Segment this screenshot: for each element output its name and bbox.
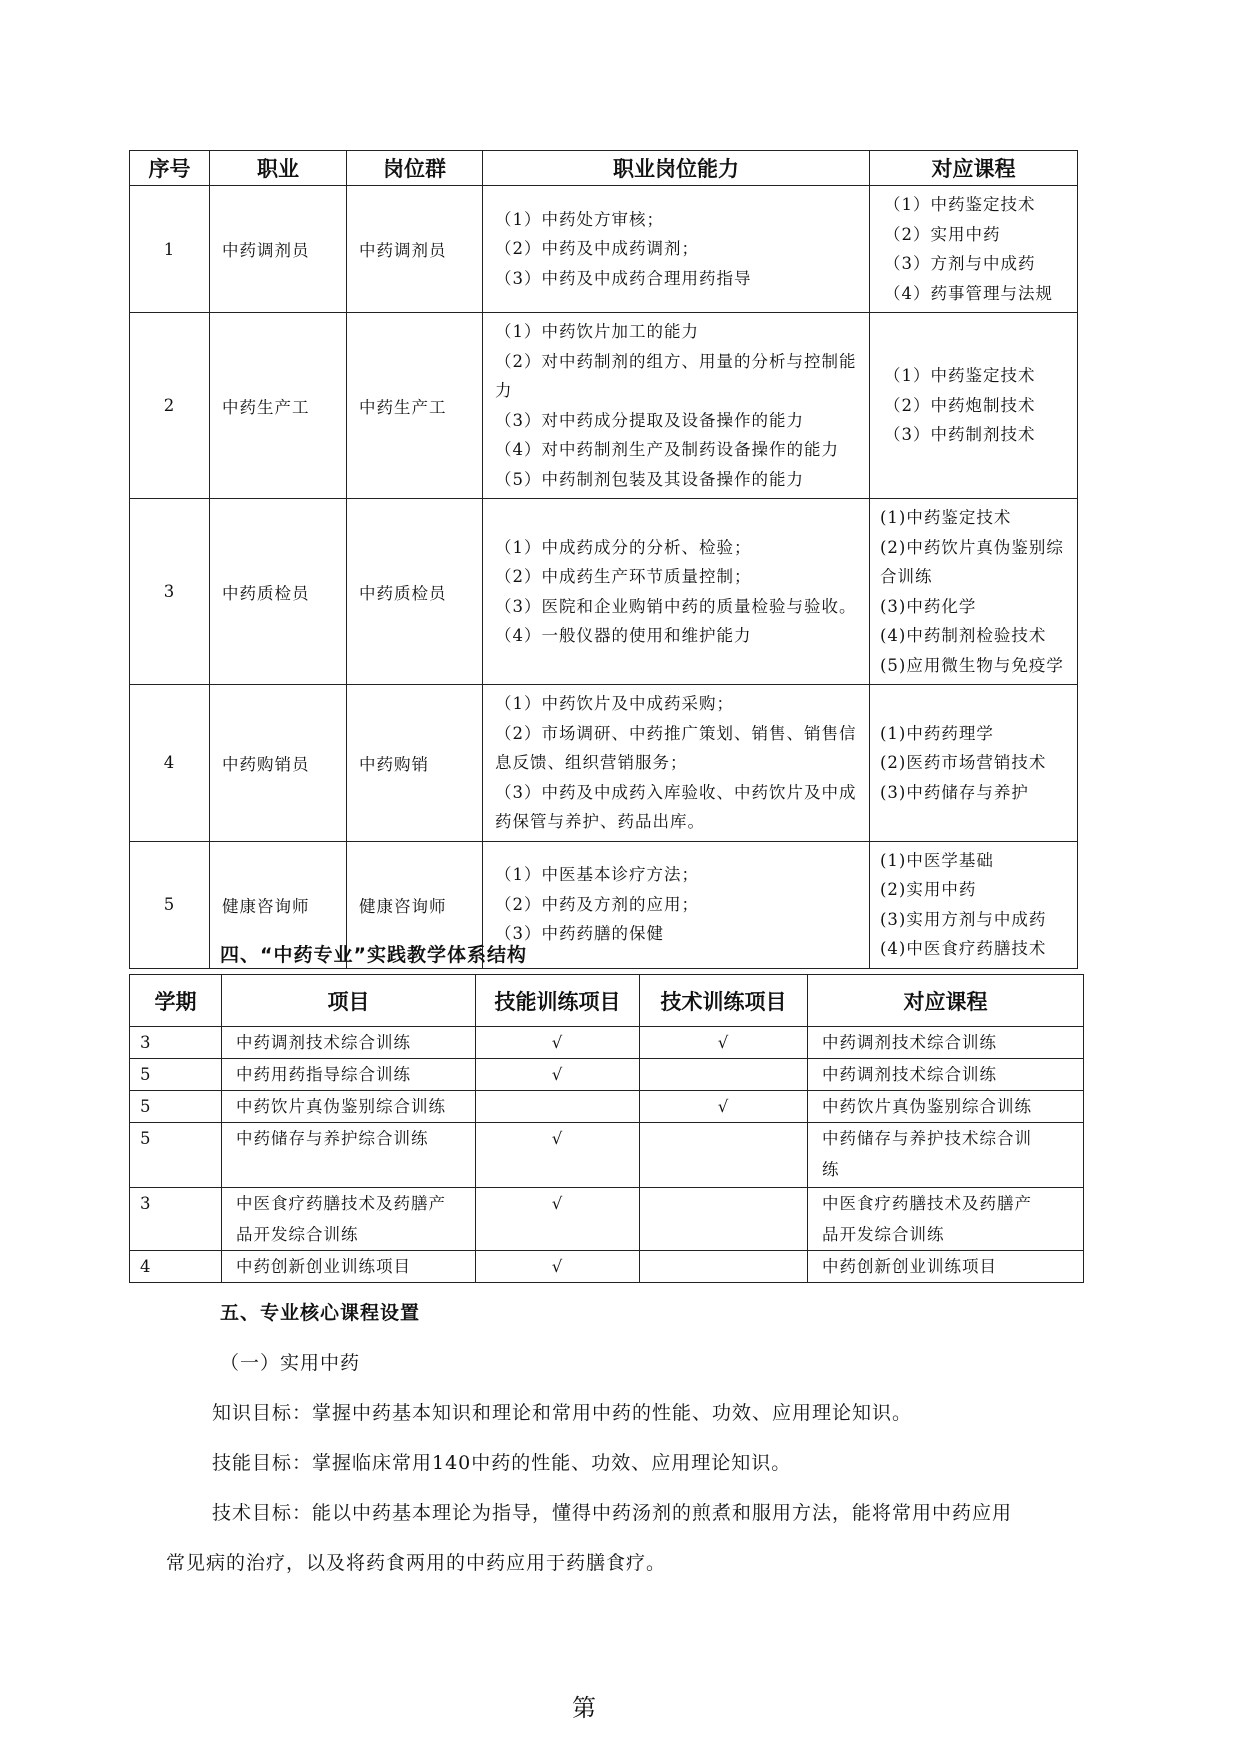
row-project: 中药创新创业训练项目 <box>222 1251 476 1283</box>
row-no: 5 <box>130 841 210 968</box>
table-row <box>130 1251 1084 1283</box>
row-group: 中药购销 <box>347 685 483 842</box>
course-line: 合训练 <box>880 567 933 586</box>
ability-line: （2）中药及中成药调剂； <box>495 239 699 259</box>
row-abilities <box>483 499 870 685</box>
row-no: 4 <box>130 685 210 842</box>
row-group: 中药生产工 <box>347 313 483 499</box>
row-no: 1 <box>130 186 210 313</box>
row-course: 中药创新创业训练项目 <box>808 1251 1084 1283</box>
skill-goal: 技能目标：掌握临床常用140中药的性能、功效、应用理论知识。 <box>212 1452 792 1474</box>
row-occupation: 中药生产工 <box>210 313 347 499</box>
table-row <box>130 313 1078 499</box>
course-line: （1）中药鉴定技术 <box>884 195 1036 214</box>
row-courses <box>870 685 1078 842</box>
row-project: 中药用药指导综合训练 <box>222 1059 476 1091</box>
table-row <box>130 186 1078 313</box>
ability-line: （5）中药制剂包装及其设备操作的能力 <box>495 469 804 489</box>
course-line: (2)实用中药 <box>880 880 977 899</box>
course-line: (3)中药化学 <box>880 596 977 616</box>
course-line: (4)中药制剂检验技术 <box>880 626 1047 645</box>
check-icon: √ <box>476 1188 640 1251</box>
ability-line: （2）中成药生产环节质量控制； <box>495 567 752 586</box>
table-row <box>130 1059 1084 1091</box>
ability-line: （3）中药药膳的保健 <box>495 924 664 944</box>
ability-line: （1）中药处方审核； <box>495 209 664 229</box>
check-icon <box>476 1091 640 1123</box>
row-courses <box>870 499 1078 685</box>
ability-line: （1）中医基本诊疗方法； <box>495 865 699 885</box>
course-line: (3)中药储存与养护 <box>880 782 1029 802</box>
row-no: 2 <box>130 313 210 499</box>
check-icon: √ <box>640 1091 808 1123</box>
header-project: 项目 <box>222 975 476 1027</box>
row-course: 中医食疗药膳技术及药膳产 品开发综合训练 <box>808 1188 1084 1251</box>
row-term: 4 <box>130 1251 222 1283</box>
course-line: （2）中药炮制技术 <box>884 395 1036 415</box>
course-line: （2）实用中药 <box>884 224 1001 244</box>
row-term: 5 <box>130 1059 222 1091</box>
check-icon <box>640 1059 808 1091</box>
row-group: 中药质检员 <box>347 499 483 685</box>
course-line: (5)应用微生物与免疫学 <box>880 655 1064 675</box>
row-occupation: 健康咨询师 <box>210 841 347 968</box>
check-icon: √ <box>476 1059 640 1091</box>
row-course: 中药饮片真伪鉴别综合训练 <box>808 1091 1084 1123</box>
tech-goal-line1: 技术目标：能以中药基本理论为指导，懂得中药汤剂的煎煮和服用方法，能将常用中药应用 <box>212 1502 1013 1524</box>
row-term: 3 <box>130 1188 222 1251</box>
header-course: 对应课程 <box>808 975 1084 1027</box>
course-line: (1)中医学基础 <box>880 850 994 870</box>
ability-line: 息反馈、组织营销服务； <box>495 753 688 772</box>
subsection-title: （一）实用中药 <box>220 1352 361 1374</box>
row-project: 中药饮片真伪鉴别综合训练 <box>222 1091 476 1123</box>
ability-line: （4）对中药制剂生产及制药设备操作的能力 <box>495 440 839 459</box>
header-occupation: 职业 <box>210 151 347 186</box>
check-icon <box>640 1188 808 1251</box>
row-term: 3 <box>130 1027 222 1059</box>
check-icon: √ <box>476 1251 640 1283</box>
row-courses <box>870 841 1078 968</box>
row-term: 5 <box>130 1091 222 1123</box>
row-project: 中医食疗药膳技术及药膳产 品开发综合训练 <box>222 1188 476 1251</box>
ability-line: （3）中药及中成药合理用药指导 <box>495 268 752 288</box>
course-line: （4）药事管理与法规 <box>884 283 1053 303</box>
header-abilities: 职业岗位能力 <box>483 151 870 186</box>
row-term: 5 <box>130 1123 222 1188</box>
row-abilities <box>483 685 870 842</box>
course-line: (4)中医食疗药膳技术 <box>880 939 1047 958</box>
check-icon <box>640 1251 808 1283</box>
check-icon <box>640 1123 808 1188</box>
ability-line: （1）中成药成分的分析、检验； <box>495 537 752 557</box>
course-line: (3)实用方剂与中成药 <box>880 909 1047 929</box>
row-no: 3 <box>130 499 210 685</box>
row-abilities <box>483 841 870 968</box>
ability-line: （2）市场调研、中药推广策划、销售、销售信 <box>495 723 857 743</box>
ability-line: （1）中药饮片及中成药采购； <box>495 694 734 713</box>
ability-line: （3）对中药成分提取及设备操作的能力 <box>495 410 804 430</box>
course-line: （1）中药鉴定技术 <box>884 366 1036 386</box>
row-courses <box>870 186 1078 313</box>
knowledge-goal: 知识目标：掌握中药基本知识和理论和常用中药的性能、功效、应用理论知识。 <box>212 1402 913 1424</box>
check-icon: √ <box>640 1027 808 1059</box>
row-group: 中药调剂员 <box>347 186 483 313</box>
row-course: 中药调剂技术综合训练 <box>808 1027 1084 1059</box>
row-courses <box>870 313 1078 499</box>
row-group: 健康咨询师 <box>347 841 483 968</box>
ability-line: 力 <box>495 381 513 400</box>
course-line: （3）方剂与中成药 <box>884 254 1036 273</box>
ability-line: （3）医院和企业购销中药的质量检验与验收。 <box>495 596 857 616</box>
course-line: (1)中药药理学 <box>880 723 994 743</box>
section-heading-practice: 四、“中药专业”实践教学体系结构 <box>220 944 527 966</box>
course-line: (2)中药饮片真伪鉴别综 <box>880 537 1064 557</box>
header-skill: 技能训练项目 <box>476 975 640 1027</box>
page-footer: 第 <box>572 1694 596 1722</box>
section-heading-core-courses: 五、专业核心课程设置 <box>220 1302 421 1324</box>
course-line: (2)医药市场营销技术 <box>880 753 1047 772</box>
course-line: (1)中药鉴定技术 <box>880 508 1012 527</box>
check-icon: √ <box>476 1123 640 1188</box>
table-row <box>130 1027 1084 1059</box>
table-row <box>130 1091 1084 1123</box>
ability-line: （2）对中药制剂的组方、用量的分析与控制能 <box>495 351 857 371</box>
row-course: 中药调剂技术综合训练 <box>808 1059 1084 1091</box>
course-line: （3）中药制剂技术 <box>884 425 1036 445</box>
ability-line: （2）中药及方剂的应用； <box>495 894 699 914</box>
table-row <box>130 499 1078 685</box>
table-row <box>130 1188 1084 1251</box>
table-row <box>130 685 1078 842</box>
table-row <box>130 1123 1084 1188</box>
header-group: 岗位群 <box>347 151 483 186</box>
header-no: 序号 <box>130 151 210 186</box>
row-occupation: 中药质检员 <box>210 499 347 685</box>
check-icon: √ <box>476 1027 640 1059</box>
practice-teaching-table <box>129 974 1084 1283</box>
row-abilities <box>483 186 870 313</box>
ability-line: 药保管与养护、药品出库。 <box>495 812 705 831</box>
row-abilities <box>483 313 870 499</box>
header-courses: 对应课程 <box>870 151 1078 186</box>
row-course: 中药储存与养护技术综合训 练 <box>808 1123 1084 1188</box>
ability-line: （3）中药及中成药入库验收、中药饮片及中成 <box>495 782 857 802</box>
ability-line: （4）一般仪器的使用和维护能力 <box>495 626 752 645</box>
row-project: 中药储存与养护综合训练 <box>222 1123 476 1188</box>
tech-goal-line2: 常见病的治疗，以及将药食两用的中药应用于药膳食疗。 <box>166 1552 667 1574</box>
ability-line: （1）中药饮片加工的能力 <box>495 322 699 341</box>
row-occupation: 中药购销员 <box>210 685 347 842</box>
occupation-ability-table <box>129 150 1078 969</box>
header-tech: 技术训练项目 <box>640 975 808 1027</box>
row-occupation: 中药调剂员 <box>210 186 347 313</box>
row-project: 中药调剂技术综合训练 <box>222 1027 476 1059</box>
header-term: 学期 <box>130 975 222 1027</box>
